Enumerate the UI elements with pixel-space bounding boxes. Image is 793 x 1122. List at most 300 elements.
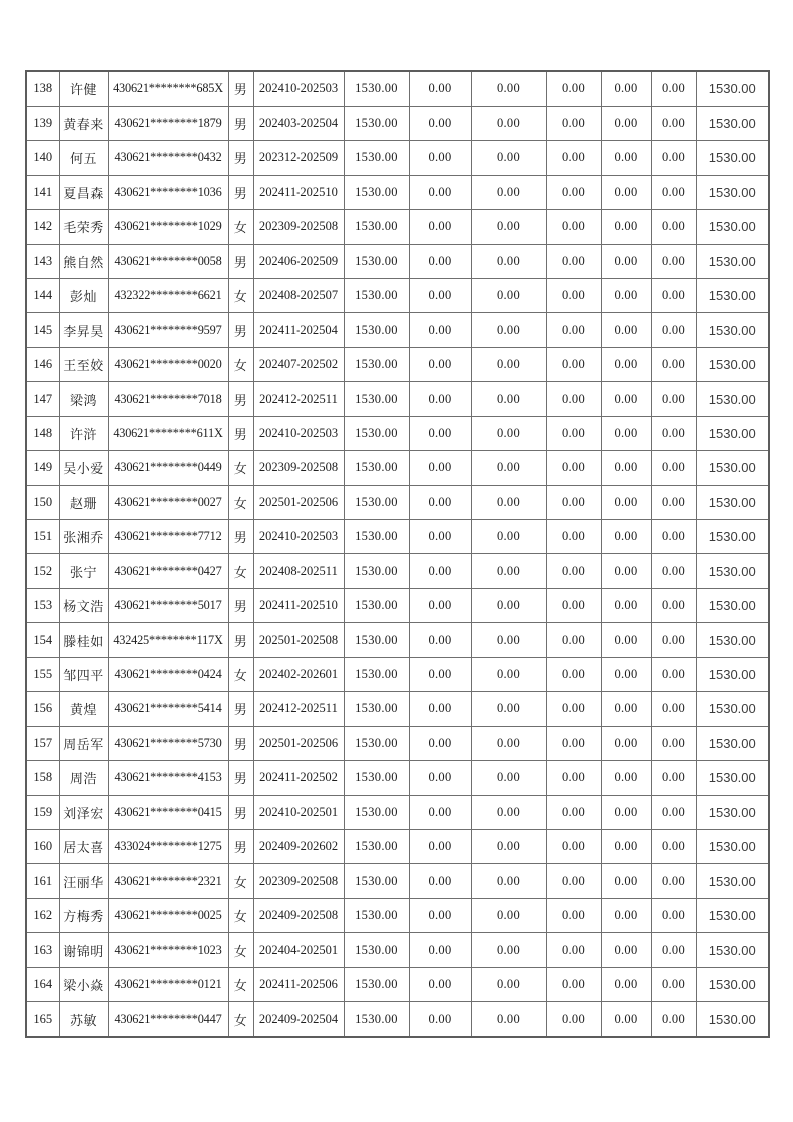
row-no-cell: 157 [26, 726, 59, 760]
row-no-cell: 153 [26, 588, 59, 622]
amount-2-cell: 0.00 [409, 761, 471, 795]
period-cell: 202309-202508 [253, 864, 344, 898]
amount-total-cell: 1530.00 [696, 347, 769, 381]
id-number-cell: 430621********0121 [108, 967, 228, 1001]
amount-3-cell: 0.00 [471, 864, 546, 898]
amount-3-cell: 0.00 [471, 554, 546, 588]
amount-4-cell: 0.00 [546, 485, 601, 519]
gender-cell: 女 [228, 554, 253, 588]
amount-5-cell: 0.00 [601, 416, 651, 450]
amount-2-cell: 0.00 [409, 210, 471, 244]
id-number-cell: 430621********5730 [108, 726, 228, 760]
amount-3-cell: 0.00 [471, 416, 546, 450]
amount-main-cell: 1530.00 [344, 382, 409, 416]
name-cell: 许健 [59, 71, 108, 106]
table-row [26, 967, 769, 1001]
amount-main-cell: 1530.00 [344, 71, 409, 106]
id-number-cell: 430621********0025 [108, 898, 228, 932]
amount-2-cell: 0.00 [409, 141, 471, 175]
amount-main-cell: 1530.00 [344, 313, 409, 347]
row-no-cell: 143 [26, 244, 59, 278]
table-row [26, 347, 769, 381]
name-cell: 苏敏 [59, 1002, 108, 1037]
amount-2-cell: 0.00 [409, 864, 471, 898]
amount-main-cell: 1530.00 [344, 898, 409, 932]
amount-total-cell: 1530.00 [696, 829, 769, 863]
amount-total-cell: 1530.00 [696, 795, 769, 829]
amount-2-cell: 0.00 [409, 967, 471, 1001]
amount-total-cell: 1530.00 [696, 485, 769, 519]
amount-4-cell: 0.00 [546, 1002, 601, 1037]
amount-5-cell: 0.00 [601, 657, 651, 691]
period-cell: 202409-202504 [253, 1002, 344, 1037]
amount-6-cell: 0.00 [651, 520, 696, 554]
table-row [26, 623, 769, 657]
table-row [26, 210, 769, 244]
id-number-cell: 430621********0020 [108, 347, 228, 381]
amount-4-cell: 0.00 [546, 382, 601, 416]
amount-4-cell: 0.00 [546, 313, 601, 347]
gender-cell: 男 [228, 726, 253, 760]
gender-cell: 女 [228, 1002, 253, 1037]
period-cell: 202404-202501 [253, 933, 344, 967]
amount-total-cell: 1530.00 [696, 244, 769, 278]
gender-cell: 男 [228, 106, 253, 140]
period-cell: 202501-202508 [253, 623, 344, 657]
row-no-cell: 154 [26, 623, 59, 657]
amount-6-cell: 0.00 [651, 141, 696, 175]
amount-4-cell: 0.00 [546, 175, 601, 209]
row-no-cell: 163 [26, 933, 59, 967]
period-cell: 202406-202509 [253, 244, 344, 278]
name-cell: 夏昌森 [59, 175, 108, 209]
amount-total-cell: 1530.00 [696, 175, 769, 209]
table-row [26, 657, 769, 691]
amount-5-cell: 0.00 [601, 347, 651, 381]
amount-4-cell: 0.00 [546, 829, 601, 863]
id-number-cell: 430621********1023 [108, 933, 228, 967]
amount-2-cell: 0.00 [409, 278, 471, 312]
amount-6-cell: 0.00 [651, 726, 696, 760]
table-row [26, 1002, 769, 1037]
table-row [26, 141, 769, 175]
id-number-cell: 430621********0058 [108, 244, 228, 278]
amount-2-cell: 0.00 [409, 898, 471, 932]
id-number-cell: 430621********5017 [108, 588, 228, 622]
amount-4-cell: 0.00 [546, 623, 601, 657]
name-cell: 刘泽宏 [59, 795, 108, 829]
name-cell: 周岳军 [59, 726, 108, 760]
gender-cell: 女 [228, 210, 253, 244]
amount-total-cell: 1530.00 [696, 692, 769, 726]
amount-main-cell: 1530.00 [344, 141, 409, 175]
amount-5-cell: 0.00 [601, 761, 651, 795]
id-number-cell: 430621********611X [108, 416, 228, 450]
gender-cell: 男 [228, 795, 253, 829]
name-cell: 毛荣秀 [59, 210, 108, 244]
amount-total-cell: 1530.00 [696, 967, 769, 1001]
period-cell: 202411-202504 [253, 313, 344, 347]
amount-5-cell: 0.00 [601, 520, 651, 554]
gender-cell: 男 [228, 692, 253, 726]
amount-2-cell: 0.00 [409, 485, 471, 519]
table-row [26, 278, 769, 312]
amount-2-cell: 0.00 [409, 520, 471, 554]
amount-2-cell: 0.00 [409, 175, 471, 209]
id-number-cell: 430621********0427 [108, 554, 228, 588]
period-cell: 202309-202508 [253, 451, 344, 485]
amount-3-cell: 0.00 [471, 795, 546, 829]
amount-4-cell: 0.00 [546, 244, 601, 278]
amount-3-cell: 0.00 [471, 141, 546, 175]
gender-cell: 男 [228, 761, 253, 795]
amount-main-cell: 1530.00 [344, 416, 409, 450]
amount-4-cell: 0.00 [546, 864, 601, 898]
amount-5-cell: 0.00 [601, 726, 651, 760]
amount-6-cell: 0.00 [651, 795, 696, 829]
gender-cell: 男 [228, 141, 253, 175]
table-row [26, 175, 769, 209]
table-row [26, 313, 769, 347]
amount-6-cell: 0.00 [651, 175, 696, 209]
period-cell: 202412-202511 [253, 382, 344, 416]
id-number-cell: 430621********685X [108, 71, 228, 106]
period-cell: 202501-202506 [253, 485, 344, 519]
amount-total-cell: 1530.00 [696, 210, 769, 244]
row-no-cell: 147 [26, 382, 59, 416]
amount-2-cell: 0.00 [409, 554, 471, 588]
row-no-cell: 140 [26, 141, 59, 175]
amount-6-cell: 0.00 [651, 657, 696, 691]
name-cell: 何五 [59, 141, 108, 175]
period-cell: 202309-202508 [253, 210, 344, 244]
gender-cell: 男 [228, 175, 253, 209]
id-number-cell: 430621********0432 [108, 141, 228, 175]
amount-2-cell: 0.00 [409, 106, 471, 140]
table-row [26, 933, 769, 967]
gender-cell: 女 [228, 485, 253, 519]
amount-total-cell: 1530.00 [696, 520, 769, 554]
row-no-cell: 150 [26, 485, 59, 519]
amount-total-cell: 1530.00 [696, 761, 769, 795]
amount-main-cell: 1530.00 [344, 829, 409, 863]
amount-6-cell: 0.00 [651, 382, 696, 416]
amount-main-cell: 1530.00 [344, 554, 409, 588]
name-cell: 黄春来 [59, 106, 108, 140]
gender-cell: 男 [228, 71, 253, 106]
amount-4-cell: 0.00 [546, 416, 601, 450]
row-no-cell: 149 [26, 451, 59, 485]
amount-total-cell: 1530.00 [696, 71, 769, 106]
amount-3-cell: 0.00 [471, 278, 546, 312]
row-no-cell: 158 [26, 761, 59, 795]
row-no-cell: 164 [26, 967, 59, 1001]
table-row [26, 761, 769, 795]
id-number-cell: 430621********2321 [108, 864, 228, 898]
amount-main-cell: 1530.00 [344, 795, 409, 829]
row-no-cell: 142 [26, 210, 59, 244]
table-row [26, 451, 769, 485]
id-number-cell: 430621********1879 [108, 106, 228, 140]
gender-cell: 男 [228, 313, 253, 347]
period-cell: 202407-202502 [253, 347, 344, 381]
id-number-cell: 432425********117X [108, 623, 228, 657]
id-number-cell: 433024********1275 [108, 829, 228, 863]
amount-main-cell: 1530.00 [344, 210, 409, 244]
amount-5-cell: 0.00 [601, 278, 651, 312]
row-no-cell: 148 [26, 416, 59, 450]
amount-4-cell: 0.00 [546, 657, 601, 691]
amount-main-cell: 1530.00 [344, 933, 409, 967]
gender-cell: 女 [228, 967, 253, 1001]
amount-2-cell: 0.00 [409, 244, 471, 278]
period-cell: 202410-202503 [253, 416, 344, 450]
amount-6-cell: 0.00 [651, 623, 696, 657]
amount-4-cell: 0.00 [546, 278, 601, 312]
amount-total-cell: 1530.00 [696, 382, 769, 416]
id-number-cell: 432322********6621 [108, 278, 228, 312]
table-row [26, 795, 769, 829]
amount-4-cell: 0.00 [546, 726, 601, 760]
amount-total-cell: 1530.00 [696, 278, 769, 312]
amount-4-cell: 0.00 [546, 898, 601, 932]
period-cell: 202411-202506 [253, 967, 344, 1001]
period-cell: 202402-202601 [253, 657, 344, 691]
amount-3-cell: 0.00 [471, 623, 546, 657]
amount-3-cell: 0.00 [471, 761, 546, 795]
gender-cell: 女 [228, 898, 253, 932]
period-cell: 202409-202602 [253, 829, 344, 863]
amount-3-cell: 0.00 [471, 726, 546, 760]
amount-total-cell: 1530.00 [696, 657, 769, 691]
amount-main-cell: 1530.00 [344, 485, 409, 519]
amount-5-cell: 0.00 [601, 485, 651, 519]
name-cell: 李昇昊 [59, 313, 108, 347]
amount-3-cell: 0.00 [471, 210, 546, 244]
amount-6-cell: 0.00 [651, 485, 696, 519]
name-cell: 黄煌 [59, 692, 108, 726]
amount-4-cell: 0.00 [546, 520, 601, 554]
amount-4-cell: 0.00 [546, 347, 601, 381]
amount-6-cell: 0.00 [651, 967, 696, 1001]
amount-3-cell: 0.00 [471, 451, 546, 485]
amount-3-cell: 0.00 [471, 382, 546, 416]
period-cell: 202403-202504 [253, 106, 344, 140]
amount-5-cell: 0.00 [601, 382, 651, 416]
amount-3-cell: 0.00 [471, 485, 546, 519]
amount-5-cell: 0.00 [601, 1002, 651, 1037]
id-number-cell: 430621********4153 [108, 761, 228, 795]
name-cell: 王至姣 [59, 347, 108, 381]
amount-main-cell: 1530.00 [344, 657, 409, 691]
amount-total-cell: 1530.00 [696, 623, 769, 657]
row-no-cell: 141 [26, 175, 59, 209]
amount-5-cell: 0.00 [601, 451, 651, 485]
period-cell: 202411-202502 [253, 761, 344, 795]
amount-main-cell: 1530.00 [344, 692, 409, 726]
amount-5-cell: 0.00 [601, 933, 651, 967]
amount-total-cell: 1530.00 [696, 451, 769, 485]
row-no-cell: 159 [26, 795, 59, 829]
amount-5-cell: 0.00 [601, 313, 651, 347]
amount-2-cell: 0.00 [409, 382, 471, 416]
gender-cell: 男 [228, 520, 253, 554]
amount-3-cell: 0.00 [471, 692, 546, 726]
amount-total-cell: 1530.00 [696, 898, 769, 932]
amount-5-cell: 0.00 [601, 106, 651, 140]
amount-5-cell: 0.00 [601, 623, 651, 657]
amount-5-cell: 0.00 [601, 210, 651, 244]
name-cell: 滕桂如 [59, 623, 108, 657]
row-no-cell: 160 [26, 829, 59, 863]
amount-5-cell: 0.00 [601, 864, 651, 898]
row-no-cell: 155 [26, 657, 59, 691]
table-row [26, 692, 769, 726]
amount-6-cell: 0.00 [651, 864, 696, 898]
table-row [26, 416, 769, 450]
name-cell: 许浒 [59, 416, 108, 450]
amount-total-cell: 1530.00 [696, 141, 769, 175]
amount-6-cell: 0.00 [651, 106, 696, 140]
amount-total-cell: 1530.00 [696, 933, 769, 967]
amount-6-cell: 0.00 [651, 829, 696, 863]
period-cell: 202408-202511 [253, 554, 344, 588]
amount-main-cell: 1530.00 [344, 106, 409, 140]
amount-main-cell: 1530.00 [344, 967, 409, 1001]
gender-cell: 女 [228, 864, 253, 898]
gender-cell: 男 [228, 623, 253, 657]
name-cell: 汪丽华 [59, 864, 108, 898]
amount-5-cell: 0.00 [601, 692, 651, 726]
amount-4-cell: 0.00 [546, 588, 601, 622]
amount-main-cell: 1530.00 [344, 520, 409, 554]
amount-total-cell: 1530.00 [696, 416, 769, 450]
name-cell: 周浩 [59, 761, 108, 795]
period-cell: 202408-202507 [253, 278, 344, 312]
amount-2-cell: 0.00 [409, 623, 471, 657]
amount-main-cell: 1530.00 [344, 451, 409, 485]
gender-cell: 女 [228, 278, 253, 312]
amount-6-cell: 0.00 [651, 347, 696, 381]
row-no-cell: 145 [26, 313, 59, 347]
id-number-cell: 430621********0424 [108, 657, 228, 691]
amount-6-cell: 0.00 [651, 71, 696, 106]
amount-4-cell: 0.00 [546, 933, 601, 967]
row-no-cell: 151 [26, 520, 59, 554]
amount-4-cell: 0.00 [546, 795, 601, 829]
amount-3-cell: 0.00 [471, 829, 546, 863]
amount-4-cell: 0.00 [546, 451, 601, 485]
amount-main-cell: 1530.00 [344, 244, 409, 278]
table-row [26, 106, 769, 140]
amount-main-cell: 1530.00 [344, 1002, 409, 1037]
name-cell: 张宁 [59, 554, 108, 588]
row-no-cell: 152 [26, 554, 59, 588]
amount-3-cell: 0.00 [471, 898, 546, 932]
name-cell: 梁小焱 [59, 967, 108, 1001]
gender-cell: 男 [228, 588, 253, 622]
amount-2-cell: 0.00 [409, 933, 471, 967]
table-row [26, 726, 769, 760]
amount-6-cell: 0.00 [651, 313, 696, 347]
name-cell: 梁鸿 [59, 382, 108, 416]
roster-table [25, 70, 770, 1038]
table-row [26, 71, 769, 106]
row-no-cell: 165 [26, 1002, 59, 1037]
gender-cell: 男 [228, 382, 253, 416]
amount-3-cell: 0.00 [471, 244, 546, 278]
row-no-cell: 161 [26, 864, 59, 898]
gender-cell: 男 [228, 416, 253, 450]
name-cell: 方梅秀 [59, 898, 108, 932]
amount-3-cell: 0.00 [471, 1002, 546, 1037]
row-no-cell: 138 [26, 71, 59, 106]
id-number-cell: 430621********0447 [108, 1002, 228, 1037]
gender-cell: 女 [228, 451, 253, 485]
amount-5-cell: 0.00 [601, 967, 651, 1001]
period-cell: 202411-202510 [253, 588, 344, 622]
amount-4-cell: 0.00 [546, 554, 601, 588]
table-body [26, 71, 769, 1037]
amount-3-cell: 0.00 [471, 71, 546, 106]
amount-5-cell: 0.00 [601, 554, 651, 588]
row-no-cell: 139 [26, 106, 59, 140]
amount-main-cell: 1530.00 [344, 726, 409, 760]
amount-3-cell: 0.00 [471, 106, 546, 140]
gender-cell: 女 [228, 933, 253, 967]
table-row [26, 554, 769, 588]
amount-3-cell: 0.00 [471, 175, 546, 209]
name-cell: 彭灿 [59, 278, 108, 312]
id-number-cell: 430621********7712 [108, 520, 228, 554]
gender-cell: 女 [228, 347, 253, 381]
amount-3-cell: 0.00 [471, 657, 546, 691]
amount-2-cell: 0.00 [409, 71, 471, 106]
amount-5-cell: 0.00 [601, 898, 651, 932]
amount-2-cell: 0.00 [409, 416, 471, 450]
name-cell: 居太喜 [59, 829, 108, 863]
period-cell: 202410-202503 [253, 520, 344, 554]
amount-4-cell: 0.00 [546, 692, 601, 726]
amount-5-cell: 0.00 [601, 175, 651, 209]
amount-6-cell: 0.00 [651, 761, 696, 795]
amount-2-cell: 0.00 [409, 347, 471, 381]
amount-6-cell: 0.00 [651, 451, 696, 485]
amount-5-cell: 0.00 [601, 795, 651, 829]
amount-main-cell: 1530.00 [344, 588, 409, 622]
id-number-cell: 430621********5414 [108, 692, 228, 726]
table-row [26, 864, 769, 898]
amount-3-cell: 0.00 [471, 967, 546, 1001]
amount-5-cell: 0.00 [601, 244, 651, 278]
period-cell: 202412-202511 [253, 692, 344, 726]
id-number-cell: 430621********1029 [108, 210, 228, 244]
name-cell: 谢锦明 [59, 933, 108, 967]
amount-3-cell: 0.00 [471, 933, 546, 967]
id-number-cell: 430621********0415 [108, 795, 228, 829]
id-number-cell: 430621********1036 [108, 175, 228, 209]
amount-5-cell: 0.00 [601, 141, 651, 175]
row-no-cell: 146 [26, 347, 59, 381]
amount-6-cell: 0.00 [651, 692, 696, 726]
table-row [26, 588, 769, 622]
amount-4-cell: 0.00 [546, 967, 601, 1001]
amount-main-cell: 1530.00 [344, 761, 409, 795]
amount-6-cell: 0.00 [651, 554, 696, 588]
amount-6-cell: 0.00 [651, 278, 696, 312]
gender-cell: 男 [228, 829, 253, 863]
gender-cell: 女 [228, 657, 253, 691]
